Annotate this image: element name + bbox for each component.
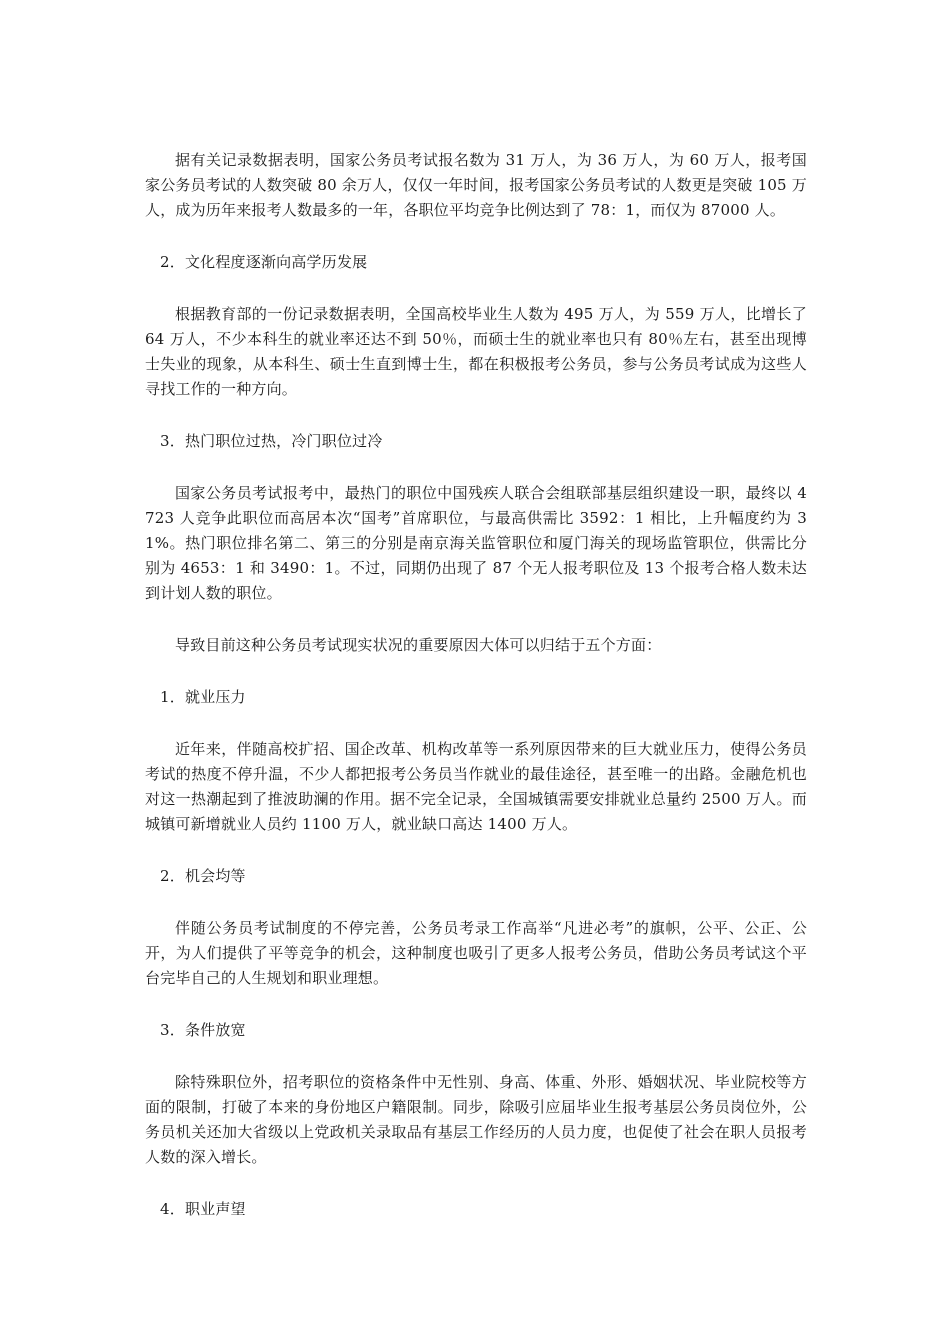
heading-career-prestige: 4．职业声望 bbox=[160, 1200, 246, 1218]
paragraph-position-competition: 国家公务员考试报考中，最热门的职位中国残疾人联合会组联部基层组织建设一职，最终以 4723 人竞争此职位而高居本次“国考”首席职位，与最高供需比 3592：1 相比，上升幅度约为 31%。热门职位排名第二、第三的分别是南京海关监管职位和厦门海关的现场监管职位，供需比分别为 4653：1 和 3490：1。不过，同期仍出现了 87 个无人报考职位及 13 个报考合格人数未达到计划人数的职位。 bbox=[145, 484, 807, 602]
paragraph-applicant-statistics: 据有关记录数据表明，国家公务员考试报名数为 31 万人，为 36 万人，为 60 万人，报考国家公务员考试的人数突破 80 余万人，仅仅一年时间，报考国家公务员考试的人数更是突破 105 万人，成为历年来报考人数最多的一年，各职位平均竞争比例达到了 78：1，而仅为 87000 人。 bbox=[145, 151, 807, 219]
heading-relaxed-conditions: 3．条件放宽 bbox=[160, 1021, 246, 1039]
document-page bbox=[145, 148, 807, 1249]
paragraph-relaxed-conditions: 除特殊职位外，招考职位的资格条件中无性别、身高、体重、外形、婚姻状况、毕业院校等方面的限制，打破了本来的身份地区户籍限制。同步，除吸引应届毕业生报考基层公务员岗位外，公务员机关还加大省级以上党政机关录取品有基层工作经历的人员力度，也促使了社会在职人员报考人数的深入增长。 bbox=[145, 1073, 807, 1166]
paragraph-graduate-statistics: 根据教育部的一份记录数据表明，全国高校毕业生人数为 495 万人，为 559 万人，比增长了 64 万人，不少本科生的就业率还达不到 50％，而硕士生的就业率也只有 80％左右，甚至出现博士失业的现象，从本科生、硕士生直到博士生，都在积极报考公务员，参与公务员考试成为这些人寻找工作的一种方向。 bbox=[145, 305, 807, 398]
paragraph-five-reasons-intro: 导致目前这种公务员考试现实状况的重要原因大体可以归结于五个方面： bbox=[175, 636, 662, 654]
heading-equal-opportunity: 2．机会均等 bbox=[160, 867, 246, 885]
paragraph-employment-pressure: 近年来，伴随高校扩招、国企改革、机构改革等一系列原因带来的巨大就业压力，使得公务员考试的热度不停升温，不少人都把报考公务员当作就业的最佳途径，甚至唯一的出路。金融危机也对这一热潮起到了推波助澜的作用。据不完全记录，全国城镇需要安排就业总量约 2500 万人。而城镇可新增就业人员约 1100 万人，就业缺口高达 1400 万人。 bbox=[145, 740, 807, 833]
heading-education-level: 2．文化程度逐渐向高学历发展 bbox=[160, 253, 368, 271]
heading-hot-cold-positions: 3．热门职位过热，冷门职位过冷 bbox=[160, 432, 383, 450]
heading-employment-pressure: 1．就业压力 bbox=[160, 688, 246, 706]
paragraph-equal-opportunity: 伴随公务员考试制度的不停完善，公务员考录工作高举“凡进必考”的旗帜，公平、公正、公开，为人们提供了平等竞争的机会，这种制度也吸引了更多人报考公务员，借助公务员考试这个平台完毕自己的人生规划和职业理想。 bbox=[145, 919, 807, 987]
